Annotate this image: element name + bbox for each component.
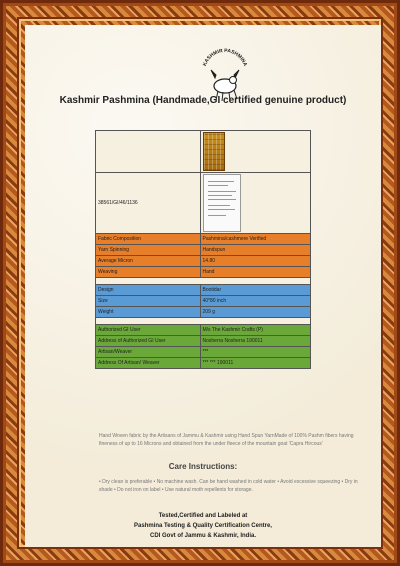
specification-table	[95, 130, 311, 369]
spec-row	[96, 347, 311, 358]
spec-row	[96, 267, 311, 278]
spec-row	[96, 296, 311, 307]
spec-label: Weight	[96, 307, 201, 318]
spec-row	[96, 256, 311, 267]
product-description: Hand Woven fabric by the Artisans of Jammu & Kashmir using Hand Spun YarnMade of 100% Pashm fibers having fineness of up to 16 Microns and obtained from the under fleece of the mountain goat 'Capra Hircous'	[99, 433, 354, 447]
spec-row	[96, 234, 311, 245]
spec-label: Weaving	[96, 267, 201, 278]
svg-text:KASHMIR PASHMINA	[202, 48, 248, 67]
spec-value: ***	[200, 347, 311, 358]
certificate-number: 38561/GI/46/1136	[96, 173, 201, 234]
spec-row	[96, 325, 311, 336]
certification-footer	[25, 511, 381, 541]
spec-label: Average Micron	[96, 256, 201, 267]
spec-value: M/s The Kashmir Crafts (P)	[200, 325, 311, 336]
spec-label: Yarn Spinning	[96, 245, 201, 256]
footer-line: CDI Govt of Jammu & Kashmir, India.	[149, 533, 257, 539]
spec-row	[96, 307, 311, 318]
care-instructions-text: • Dry clean is preferable • No machine wash. Can be hand washed in cold water • Avoid excessive squeezing • Dry in shade • Do not iron on label • Use natural moth repellents for storage.	[99, 479, 358, 493]
spec-value: 209 g	[200, 307, 311, 318]
certificate-row	[96, 173, 311, 234]
spec-label: Design	[96, 285, 201, 296]
spec-label: Fabric Composition	[96, 234, 201, 245]
spec-label: Artisan/Weaver	[96, 347, 201, 358]
spec-value: Handspun	[200, 245, 311, 256]
spec-label: Address of Authorized GI User	[96, 336, 201, 347]
fabric-sample-image	[203, 132, 225, 171]
spec-value: Hand	[200, 267, 311, 278]
spec-value: Pashmina/cashmere Verified	[200, 234, 311, 245]
spec-row	[96, 336, 311, 347]
footer-line: Pashmina Testing & Quality Certification Centre,	[134, 523, 272, 529]
spec-value: Bootidar	[200, 285, 311, 296]
footer-line: Tested,Certified and Labeled at	[158, 513, 248, 519]
spec-row	[96, 358, 311, 369]
certificate-paper	[25, 25, 381, 547]
spec-label: Size	[96, 296, 201, 307]
spec-value: Nosherra Nosherra 190011	[200, 336, 311, 347]
spec-row	[96, 245, 311, 256]
spec-label: Authorized GI User	[96, 325, 201, 336]
spec-value: *** *** 190011	[200, 358, 311, 369]
spec-row	[96, 285, 311, 296]
logo-text: KASHMIR PASHMINA	[201, 48, 249, 68]
spec-value: 40*80 inch	[200, 296, 311, 307]
certificate-document-image	[203, 174, 241, 232]
spec-value: 14.80	[200, 256, 311, 267]
care-instructions-heading: Care Instructions:	[168, 462, 238, 471]
spec-label: Address Of Artisan/ Weaver	[96, 358, 201, 369]
certificate-title: Kashmir Pashmina (Handmade,GI certified genuine product)	[59, 95, 347, 106]
fabric-image-row	[96, 131, 311, 173]
